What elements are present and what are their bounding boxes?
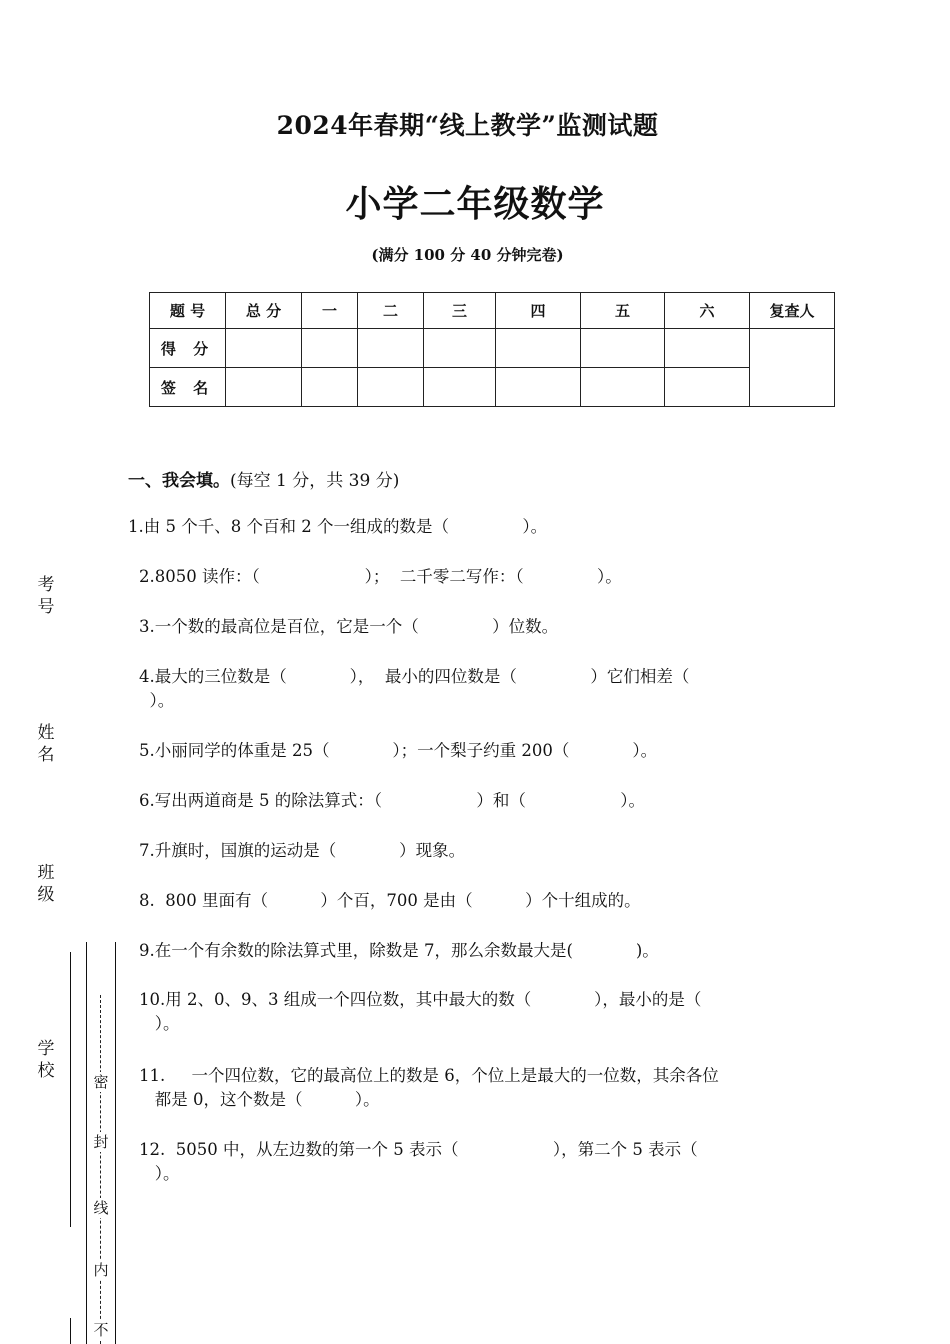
question-12: 12. 5050 中，从左边数的第一个 5 表示（ ），第二个 5 表示（ ）。: [139, 1140, 698, 1183]
question-4: 4.最大的三位数是（ ）， 最小的四位数是（ ）它们相差（ ）。: [139, 667, 690, 710]
signature-cell[interactable]: [358, 368, 424, 407]
binding-label-name: 姓名: [37, 723, 55, 765]
binding-line: [115, 942, 116, 1344]
seal-char: 不: [90, 1320, 112, 1340]
score-table-header-cell: 一: [302, 293, 358, 329]
score-cell[interactable]: [358, 329, 424, 368]
signature-cell[interactable]: [665, 368, 750, 407]
score-cell[interactable]: [581, 329, 665, 368]
score-cell[interactable]: [496, 329, 581, 368]
signature-cell[interactable]: [226, 368, 302, 407]
binding-line: [70, 1318, 71, 1344]
score-table-row-label: 得 分: [150, 329, 226, 368]
question-8: 8. 800 里面有（ ）个百，700 是由（ ）个十组成的。: [139, 891, 641, 910]
question-10: 10.用 2、0、9、3 组成一个四位数，其中最大的数（ ），最小的是（ ）。: [139, 990, 702, 1033]
score-table-header-row: [150, 293, 835, 329]
section-heading: [128, 466, 399, 491]
binding-line: [70, 952, 71, 1227]
score-table-header-cell: 二: [358, 293, 424, 329]
signature-cell[interactable]: [581, 368, 665, 407]
binding-label-class: 班级: [37, 863, 55, 905]
section-score-note: (每空 1 分，共 39 分): [230, 471, 400, 491]
seal-char: 密: [90, 1072, 112, 1092]
signature-cell[interactable]: [424, 368, 496, 407]
signature-cell[interactable]: [496, 368, 581, 407]
question-11: 11. 一个四位数，它的最高位上的数是 6，个位上是最大的一位数，其余各位 都是 0，这个数是（ ）。: [139, 1066, 719, 1109]
signature-cell[interactable]: [302, 368, 358, 407]
score-cell[interactable]: [302, 329, 358, 368]
exam-series-title: 2024年春期“线上教学”监测试题: [276, 111, 659, 140]
score-table-header-cell: 六: [665, 293, 750, 329]
binding-label-school: 学校: [37, 1039, 55, 1081]
score-table-signature-row: [150, 368, 835, 407]
question-6: 6.写出两道商是 5 的除法算式：（ ）和（ ）。: [139, 791, 646, 810]
score-table: [149, 292, 835, 407]
score-table-header-cell: 总 分: [226, 293, 302, 329]
seal-char: 线: [90, 1198, 112, 1218]
score-cell[interactable]: [665, 329, 750, 368]
score-table-header-cell: 题 号: [150, 293, 226, 329]
seal-char: 内: [90, 1260, 112, 1280]
question-9: 9.在一个有余数的除法算式里，除数是 7，那么余数最大是( )。: [139, 941, 659, 960]
reviewer-cell[interactable]: [750, 329, 835, 407]
score-table-header-cell: 五: [581, 293, 665, 329]
seal-char: 封: [90, 1132, 112, 1152]
score-table-header-cell: 四: [496, 293, 581, 329]
score-cell[interactable]: [226, 329, 302, 368]
seal-dashed-line: [100, 995, 101, 1344]
exam-score-time-note: (满分 100 分 40 分钟完卷): [371, 246, 564, 264]
question-7: 7.升旗时，国旗的运动是（ ）现象。: [139, 841, 466, 860]
question-1: 1.由 5 个千、8 个百和 2 个一组成的数是（ ）。: [128, 517, 548, 536]
binding-line: [86, 942, 87, 1344]
section-title: 一、我会填。: [128, 471, 230, 491]
exam-subject-title: 小学二年级数学: [345, 184, 605, 225]
question-5: 5.小丽同学的体重是 25（ ）；一个梨子约重 200（ ）。: [139, 741, 658, 760]
score-table-header-cell: 复查人: [750, 293, 835, 329]
binding-label-exam-number: 考号: [37, 575, 55, 617]
score-table-score-row: [150, 329, 835, 368]
score-cell[interactable]: [424, 329, 496, 368]
score-table-header-cell: 三: [424, 293, 496, 329]
question-2: 2.8050 读作：（ ）； 二千零二写作：（ ）。: [139, 567, 622, 586]
score-table-row-label: 签 名: [150, 368, 226, 407]
question-3: 3.一个数的最高位是百位，它是一个（ ）位数。: [139, 617, 559, 636]
